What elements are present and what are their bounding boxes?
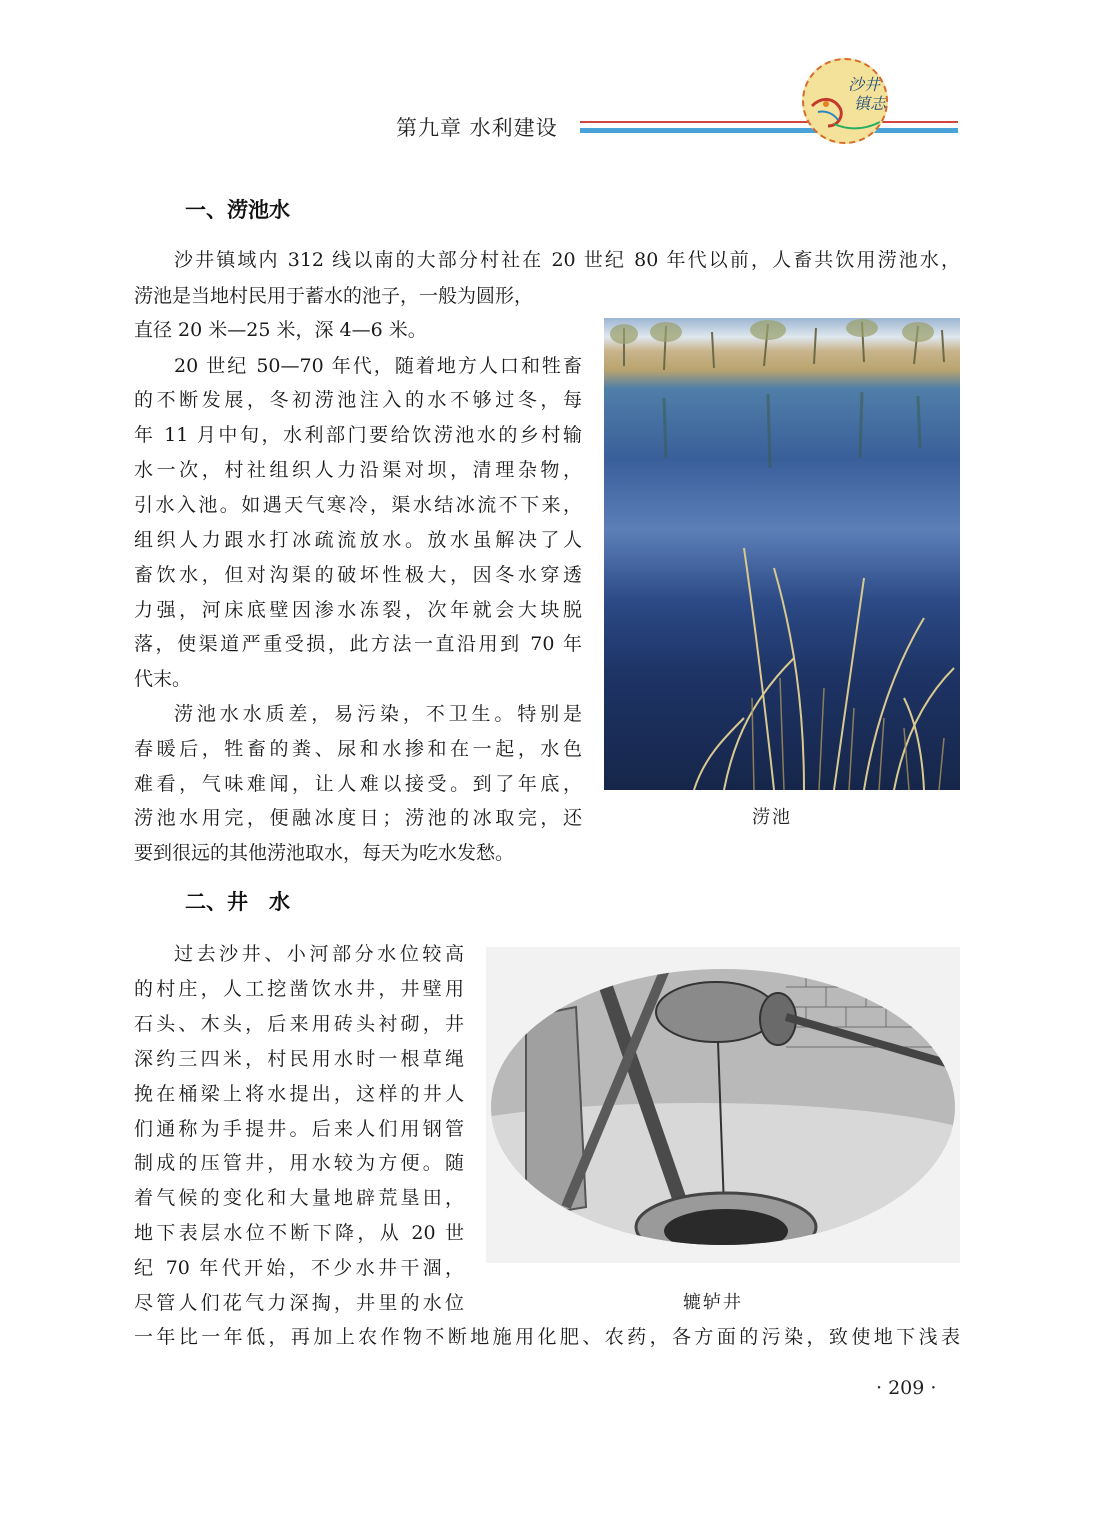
body-line: 沙井镇域内 312 线以南的大部分村社在 20 世纪 80 年代以前，人畜共饮用涝池水， bbox=[174, 249, 960, 271]
body-line: 要到很远的其他涝池取水，每天为吃水发愁。 bbox=[134, 842, 515, 864]
body-line: 代末。 bbox=[134, 668, 192, 690]
body-line: 一年比一年低，再加上农作物不断地施用化肥、农药，各方面的污染，致使地下浅表 bbox=[134, 1326, 960, 1348]
body-line: 落，使渠道严重受损，此方法一直沿用到 70 年 bbox=[134, 633, 582, 655]
body-line: 涝池水水质差，易污染，不卫生。特别是 bbox=[174, 703, 582, 725]
body-line: 着气候的变化和大量地辟荒垦田， bbox=[134, 1187, 464, 1209]
page-number: · 209 · bbox=[876, 1377, 937, 1399]
body-line: 直径 20 米—25 米，深 4—6 米。 bbox=[134, 319, 427, 341]
body-line: 的不断发展，冬初涝池注入的水不够过冬，每 bbox=[134, 389, 582, 411]
pond-photo bbox=[604, 318, 960, 790]
header-rule-blue bbox=[580, 128, 958, 133]
svg-text:沙井: 沙井 bbox=[848, 75, 881, 94]
body-line: 制成的压管井，用水较为方便。随 bbox=[134, 1152, 464, 1174]
body-line: 过去沙井、小河部分水位较高 bbox=[174, 943, 464, 965]
body-line: 涝池是当地村民用于蓄水的池子，一般为圆形， bbox=[134, 285, 534, 307]
section-heading-pond-water: 一、涝池水 bbox=[185, 198, 290, 222]
figure-caption-well: 辘轳井 bbox=[683, 1292, 743, 1313]
body-line: 地下表层水位不断下降，从 20 世 bbox=[134, 1222, 464, 1244]
body-line: 石头、木头，后来用砖头衬砌，井 bbox=[134, 1013, 464, 1035]
body-line: 组织人力跟水打冰疏流放水。放水虽解决了人 bbox=[134, 529, 582, 551]
chapter-title: 第九章 水利建设 bbox=[396, 116, 558, 140]
body-line: 难看，气味难闻，让人难以接受。到了年底， bbox=[134, 773, 582, 795]
section-heading-well-water: 二、井 水 bbox=[185, 890, 290, 914]
header-rule-red bbox=[580, 121, 958, 123]
windlass-well-photo bbox=[486, 947, 960, 1263]
body-line: 涝池水用完，便融冰度日；涝池的冰取完，还 bbox=[134, 807, 582, 829]
body-line: 们通称为手提井。后来人们用钢管 bbox=[134, 1118, 464, 1140]
figure-caption-pond: 涝池 bbox=[752, 807, 792, 828]
body-line: 年 11 月中旬，水利部门要给饮涝池水的乡村输 bbox=[134, 424, 582, 446]
book-logo bbox=[802, 58, 888, 144]
body-line: 挽在桶梁上将水提出，这样的井人 bbox=[134, 1083, 464, 1105]
svg-text:镇志: 镇志 bbox=[854, 94, 887, 113]
body-line: 纪 70 年代开始，不少水井干涸， bbox=[134, 1257, 464, 1279]
body-line: 春暖后，牲畜的粪、尿和水掺和在一起，水色 bbox=[134, 738, 582, 760]
body-line: 20 世纪 50—70 年代，随着地方人口和牲畜 bbox=[174, 355, 582, 377]
body-line: 畜饮水，但对沟渠的破坏性极大，因冬水穿透 bbox=[134, 564, 582, 586]
body-line: 深约三四米，村民用水时一根草绳 bbox=[134, 1048, 464, 1070]
body-line: 尽管人们花气力深掏，井里的水位 bbox=[134, 1292, 464, 1314]
body-line: 引水入池。如遇天气寒冷，渠水结冰流不下来， bbox=[134, 494, 582, 516]
body-line: 水一次，村社组织人力沿渠对坝，清理杂物， bbox=[134, 459, 582, 481]
body-line: 力强，河床底壁因渗水冻裂，次年就会大块脱 bbox=[134, 599, 582, 621]
body-line: 的村庄，人工挖凿饮水井，井壁用 bbox=[134, 978, 464, 1000]
